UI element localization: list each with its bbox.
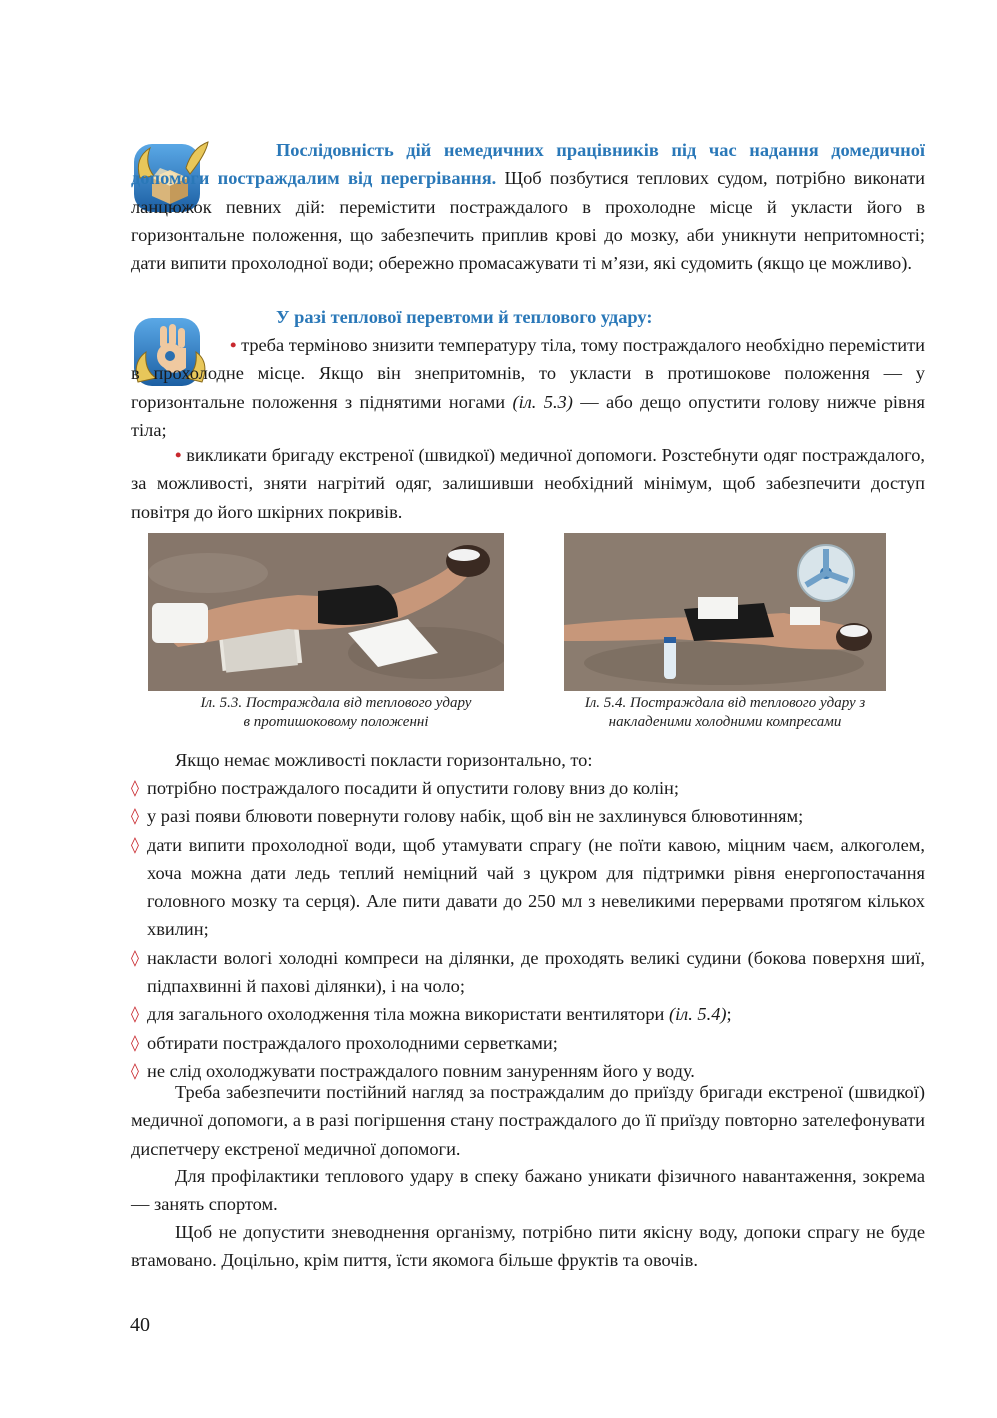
- paragraph-supervision: [131, 1078, 925, 1163]
- list-item-text-end: ;: [726, 1004, 732, 1025]
- figure-5-3-caption-line1: Іл. 5.3. Постраждала від теплового удару: [200, 695, 472, 711]
- bullet1-text-b: — або дещо опустити голову нижче рівня тіла;: [131, 391, 926, 440]
- list-item-text: потрібно постраждалого посадити й опустити голову вниз до колін;: [147, 778, 680, 798]
- bullet-mark: •: [175, 445, 182, 465]
- list-item: [131, 802, 925, 830]
- list-item: [131, 1029, 925, 1057]
- figure-5-4-photo: [564, 533, 886, 691]
- section2-bullet2: [131, 441, 925, 526]
- list-item-text: не слід охолоджувати постраждалого повним зануренням його у воду.: [147, 1060, 695, 1081]
- bullet1-text-a: треба терміново знизити температуру тіла, тому постраждалого необхідно перемістити в прохолодне місце. Якщо він знепритомнів, то укласти в протишокове положення — у горизонтальне положення з піднятими ногами: [131, 335, 925, 412]
- figure-5-4-caption-line1: Іл. 5.4. Постраждала від теплового удару з: [584, 695, 866, 711]
- section2-bullet1: [131, 331, 925, 444]
- list-intro-text: Якщо немає можливості покласти горизонтально, то:: [175, 750, 593, 770]
- section2-heading-line: [131, 303, 925, 331]
- page-number: 40: [130, 1314, 150, 1336]
- diamond-bullet: ◊: [131, 834, 139, 854]
- figure-5-3-caption: [148, 694, 524, 732]
- section1-heading: Послідовність дій немедичних працівників під час надання домедичної допомоги постраждалим від перегрівання.: [131, 140, 925, 189]
- figure-5-4-caption: [548, 694, 902, 732]
- paragraph-prevention-text: Для профілактики теплового удару в спеку бажано уникати фізичного навантаження, зокрема — занять спортом.: [131, 1166, 925, 1215]
- list-item: [131, 831, 925, 944]
- list-item-text: накласти вологі холодні компреси на ділянки, де проходять великі судини (бокова поверхня шиї, підпахвинні й пахові ділянки), і на чоло;: [147, 947, 925, 997]
- recommendation-list: [131, 774, 925, 1085]
- list-item-figure-ref: (іл. 5.4): [668, 1004, 727, 1025]
- list-item-text: обтирати постраждалого прохолодними серветками;: [147, 1032, 558, 1053]
- list-intro: [131, 746, 925, 774]
- paragraph-supervision-text: Треба забезпечити постійний нагляд за постраждалим до приїзду бригади екстреної (швидкої) медичної допомоги, а в разі погіршення стану постраждалого до її приїзду повторно зателефонувати диспетчеру екстреної медичної допомоги.: [131, 1082, 925, 1159]
- bullet1-figure-ref: (іл. 5.3): [512, 391, 573, 412]
- diamond-bullet: ◊: [131, 778, 139, 797]
- diamond-bullet: ◊: [131, 1032, 139, 1052]
- diamond-bullet: ◊: [131, 947, 139, 967]
- bullet-mark: •: [230, 335, 237, 355]
- section1-paragraph: [131, 136, 925, 277]
- figure-5-4-caption-line2: накладеними холодними компресами: [608, 714, 842, 730]
- list-item-text: для загального охолодження тіла можна використати вентилятори: [147, 1004, 669, 1025]
- list-item: [131, 1000, 925, 1028]
- diamond-bullet: ◊: [131, 1060, 139, 1080]
- list-item: [131, 944, 925, 1001]
- section2-heading: У разі теплової перевтоми й теплового удару:: [276, 307, 653, 327]
- section1-text: Щоб позбутися теплових судом, потрібно виконати ланцюжок певних дій: перемістити постраждалого в прохолодне місце й укласти його в горизонтальне положення, що забезпечить приплив крові до мозку, аби уникнути непритомності; дати випити прохолодної води; обережно промасажувати ті м’язи, які судомить (якщо це можливо).: [131, 168, 925, 274]
- list-item-text: у разі появи блювоти повернути голову набік, щоб він не захлинувся блювотинням;: [147, 806, 804, 827]
- paragraph-hydration: [131, 1218, 925, 1275]
- paragraph-hydration-text: Щоб не допустити зневоднення організму, потрібно пити якісну воду, допоки спрагу не буде втамовано. Доцільно, крім пиття, їсти якомога більше фруктів та овочів.: [131, 1222, 925, 1271]
- figure-5-3-caption-line2: в протишоковому положенні: [243, 714, 429, 730]
- diamond-bullet: ◊: [131, 1004, 139, 1024]
- list-item-text: дати випити прохолодної води, щоб утамувати спрагу (не поїти кавою, міцним чаєм, алкоголем, хоча можна дати ледь теплий неміцний чай з цукром для підтримки рівня енергопостачання головного мозку та серця). Але пити давати до 250 мл з невеликими перервами протягом кількох хвилин;: [147, 834, 925, 940]
- diamond-bullet: ◊: [131, 806, 139, 826]
- figure-5-3-photo: [148, 533, 504, 691]
- bullet2-text: викликати бригаду екстреної (швидкої) медичної допомоги. Розстебнути одяг постраждалого, за можливості, зняти нагрітий одяг, залишивши необхідний мінімум, щоб забезпечити доступ повітря до його шкірних покривів.: [131, 445, 925, 522]
- paragraph-prevention: [131, 1162, 925, 1219]
- list-item: [131, 774, 925, 802]
